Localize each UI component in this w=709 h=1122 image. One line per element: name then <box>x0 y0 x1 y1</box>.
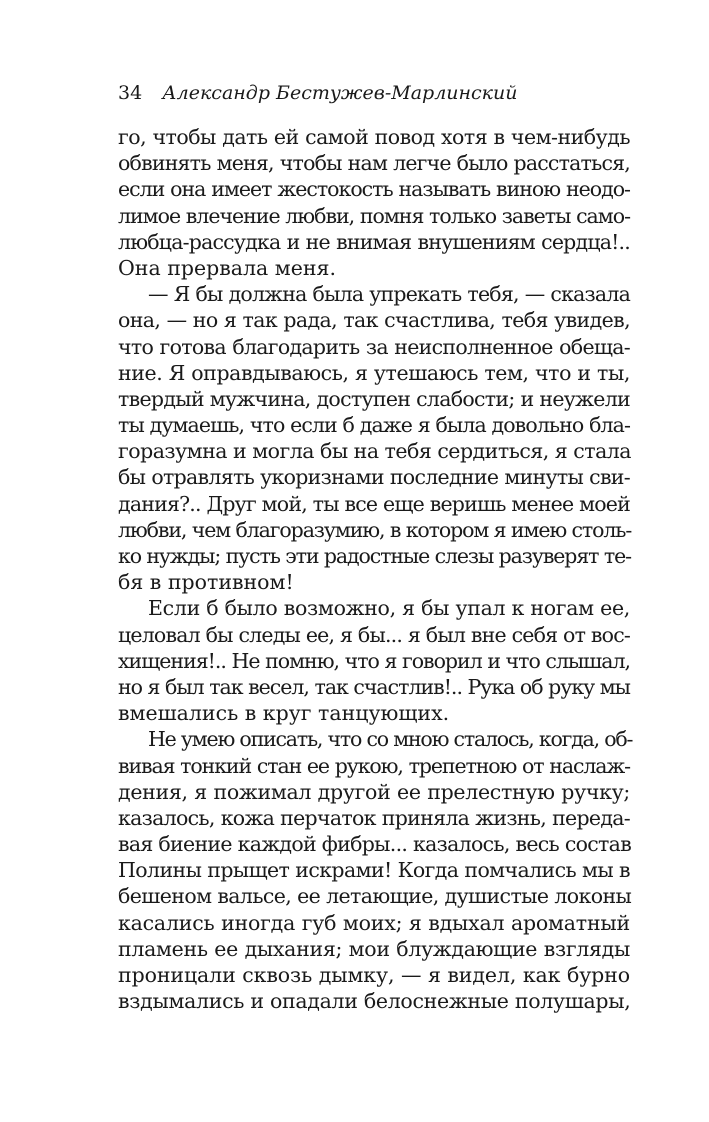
text-line: ты думаешь, что если б даже я была довольно бла- <box>118 413 630 438</box>
text-line: — Я бы должна была упрекать тебя, — сказала <box>148 282 630 307</box>
text-line: бешеном вальсе, ее летающие, душистые локоны <box>118 884 632 909</box>
text-line: если она имеет жестокость называть виною неодо- <box>118 177 630 202</box>
text-line: что готова благодарить за неисполненное обеща- <box>118 334 630 359</box>
text-line: бя в противном! <box>118 570 294 595</box>
body-text <box>118 124 633 1014</box>
text-line: бы отравлять укоризнами последние минуты сви- <box>118 465 630 490</box>
text-line: касались иногда губ моих; я вдыхал ароматный <box>118 910 630 935</box>
text-line: Если б было возможно, я бы упал к ногам ее, <box>148 596 630 621</box>
book-page <box>118 78 633 1014</box>
text-line: любви, чем благоразумию, в котором я имею столь- <box>118 517 632 542</box>
text-line: горазумна и могла бы на тебя сердиться, я стала <box>118 439 632 464</box>
text-line: дания?.. Друг мой, ты все еще веришь менее моей <box>118 491 630 516</box>
text-line: вмешались в круг танцующих. <box>118 701 450 726</box>
text-line: целовал бы следы ее, я бы... я был вне себя от вос- <box>118 622 630 647</box>
text-line: Не умею описать, что со мною сталось, когда, об- <box>148 727 633 752</box>
text-line: хищения!.. Не помню, что я говорил и что слышал, <box>118 648 630 673</box>
running-head <box>118 78 630 108</box>
text-line: го, чтобы дать ей самой повод хотя в чем-нибудь <box>118 125 630 149</box>
text-line: казалось, кожа перчаток приняла жизнь, переда- <box>118 805 630 830</box>
text-line: лимое влечение любви, помня только заветы само- <box>118 203 630 228</box>
text-line: но я был так весел, так счастлив!.. Рука об руку мы <box>118 674 630 699</box>
text-line: обвинять меня, чтобы нам легче было расстаться, <box>118 151 630 176</box>
text-line: Она прервала меня. <box>118 255 336 280</box>
text-line: вивая тонкий стан ее рукою, трепетною от наслаж- <box>118 753 630 778</box>
text-line: пламень ее дыхания; мои блуждающие взгляды <box>118 936 630 961</box>
text-line: твердый мужчина, доступен слабости; и неужели <box>118 386 630 411</box>
text-line: вая биение каждой фибры... казалось, весь состав <box>118 832 632 857</box>
text-line: ко нужды; пусть эти радостные слезы разуверят те- <box>118 544 631 568</box>
text-line: вздымались и опадали белоснежные полушары, <box>118 989 631 1014</box>
page-number: 34 <box>118 82 143 104</box>
text-line: дения, я пожимал другой ее прелестную ручку; <box>118 779 630 804</box>
running-head-author: Александр Бестужев-Марлинский <box>162 82 518 104</box>
text-line: ние. Я оправдываюсь, я утешаюсь тем, что и ты, <box>118 360 630 385</box>
text-line: Полины прыщет искрами! Когда помчались мы в <box>118 858 630 883</box>
text-line: любца-рассудка и не внимая внушениям сердца!.. <box>118 229 630 254</box>
text-line: она, — но я так рада, так счастлива, тебя увидев, <box>118 308 630 333</box>
text-line: проницали сквозь дымку, — я видел, как бурно <box>118 963 630 987</box>
